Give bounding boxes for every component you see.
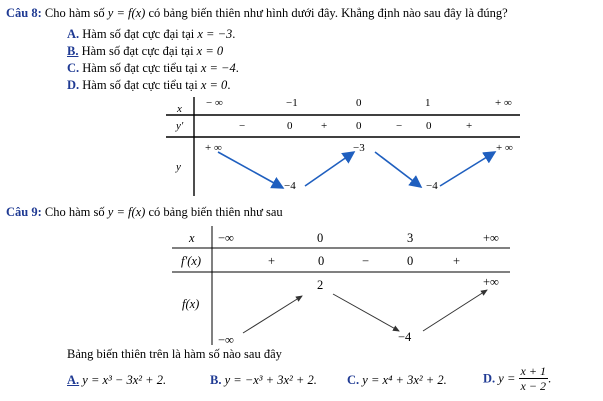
q9-option-b-letter: B.: [210, 373, 222, 387]
q9-option-d-letter: D.: [483, 371, 496, 386]
q8-label: Câu 8:: [6, 6, 42, 20]
q9-func: y = f(x): [107, 205, 146, 219]
q8-x-value: + ∞: [495, 97, 512, 109]
q9-table-dy-label: f′(x): [181, 254, 202, 268]
q8-x-value: 0: [356, 97, 362, 109]
q9-option-d-end: .: [547, 371, 552, 386]
q9-arrow-1: [243, 296, 302, 333]
q8-sign: 0: [356, 120, 362, 132]
q8-y-bottom: −4: [284, 180, 296, 192]
q9-option-c-math: y = x⁴ + 3x² + 2.: [362, 373, 447, 387]
q8-arrow-3: [375, 152, 421, 187]
q8-option-c-math: x = −4: [200, 61, 236, 75]
q8-sign: +: [321, 120, 328, 132]
q9-y-value: −4: [398, 330, 412, 344]
q9-stem: [6, 206, 283, 219]
q9-option-b[interactable]: [210, 374, 317, 387]
q9-stem-pre: Cho hàm số: [44, 205, 105, 219]
q8-arrow-2: [305, 152, 354, 186]
q8-sign: −: [396, 120, 403, 132]
q9-option-d-numerator: x + 1: [520, 364, 546, 378]
q9-option-c-letter: C.: [347, 373, 360, 387]
q8-y-bottom: −4: [426, 180, 438, 192]
q8-sign: 0: [287, 120, 293, 132]
q9-table-y-label: f(x): [182, 297, 200, 311]
q8-option-c-end: .: [235, 61, 239, 75]
q8-option-a-letter: A.: [67, 27, 80, 41]
q9-sign: 0: [318, 254, 325, 268]
q8-table-x-label: x: [177, 103, 182, 115]
q8-option-d-end: .: [227, 78, 231, 92]
q9-option-d-denominator: x − 2: [520, 379, 546, 393]
q8-stem-pre: Cho hàm số: [44, 6, 105, 20]
q9-option-d-math-pre: y =: [498, 371, 516, 386]
q8-x-value: 1: [425, 97, 431, 109]
q8-sign: 0: [426, 120, 432, 132]
q8-arrow-4: [440, 152, 495, 186]
q9-y-value: +∞: [483, 275, 499, 289]
q9-x-value: −∞: [218, 231, 234, 245]
q9-option-a-math: y = x³ − 3x² + 2.: [82, 373, 167, 387]
q8-table-y-label: y: [176, 161, 181, 173]
q9-table-x-label: x: [189, 231, 195, 245]
q9-option-a[interactable]: [67, 374, 166, 387]
q9-arrow-2: [333, 294, 399, 331]
q8-sign: +: [466, 120, 473, 132]
q9-sign: +: [268, 254, 276, 268]
q8-y-top: −3: [353, 142, 365, 154]
q9-x-value: 0: [317, 231, 324, 245]
q8-x-value: − ∞: [206, 97, 223, 109]
q8-option-a-math: x = −3: [197, 27, 233, 41]
q8-arrow-1: [218, 152, 283, 188]
q8-y-top: + ∞: [205, 142, 222, 154]
q8-option-a-text: Hàm số đạt cực đại tại: [82, 27, 195, 41]
q9-option-c[interactable]: [347, 374, 447, 387]
q8-option-b-letter: B.: [67, 44, 79, 58]
q9-option-b-math: y = −x³ + 3x² + 2.: [224, 373, 317, 387]
q9-x-value: +∞: [483, 231, 499, 245]
q9-stem-post: có bảng biến thiên như sau: [148, 205, 283, 219]
q9-sign: 0: [407, 254, 414, 268]
q8-option-d-letter: D.: [67, 78, 80, 92]
q8-table-dy-label: y′: [176, 120, 184, 132]
q9-option-d-fraction: [519, 364, 548, 393]
q8-option-c-text: Hàm số đạt cực tiểu tại: [82, 61, 198, 75]
q8-option-b-text: Hàm số đạt cực đại tại: [81, 44, 194, 58]
q9-label: Câu 9:: [6, 205, 42, 219]
q8-sign: −: [239, 120, 246, 132]
q9-x-value: 3: [407, 231, 414, 245]
q9-y-value: −∞: [218, 333, 234, 347]
q8-option-a-end: .: [232, 27, 236, 41]
q8-option-b-math: x = 0: [196, 44, 224, 58]
q9-sign: +: [453, 254, 461, 268]
q9-option-a-letter: A.: [67, 373, 80, 387]
q8-option-d-math: x = 0: [200, 78, 228, 92]
q9-arrow-3: [423, 290, 487, 331]
q9-option-d[interactable]: [483, 364, 551, 393]
q9-question: Bảng biến thiên trên là hàm số nào sau đây: [67, 347, 282, 361]
q9-y-value: 2: [317, 278, 324, 292]
q8-x-value: −1: [286, 97, 298, 109]
q8-option-c-letter: C.: [67, 61, 80, 75]
q8-func: y = f(x): [107, 6, 146, 20]
q9-sign: −: [362, 254, 370, 268]
q8-stem-post: có bảng biến thiên như hình dưới đây. Khẳng định nào sau đây là đúng?: [148, 6, 508, 20]
q8-y-top: + ∞: [496, 142, 513, 154]
q8-option-d-text: Hàm số đạt cực tiểu tại: [82, 78, 198, 92]
